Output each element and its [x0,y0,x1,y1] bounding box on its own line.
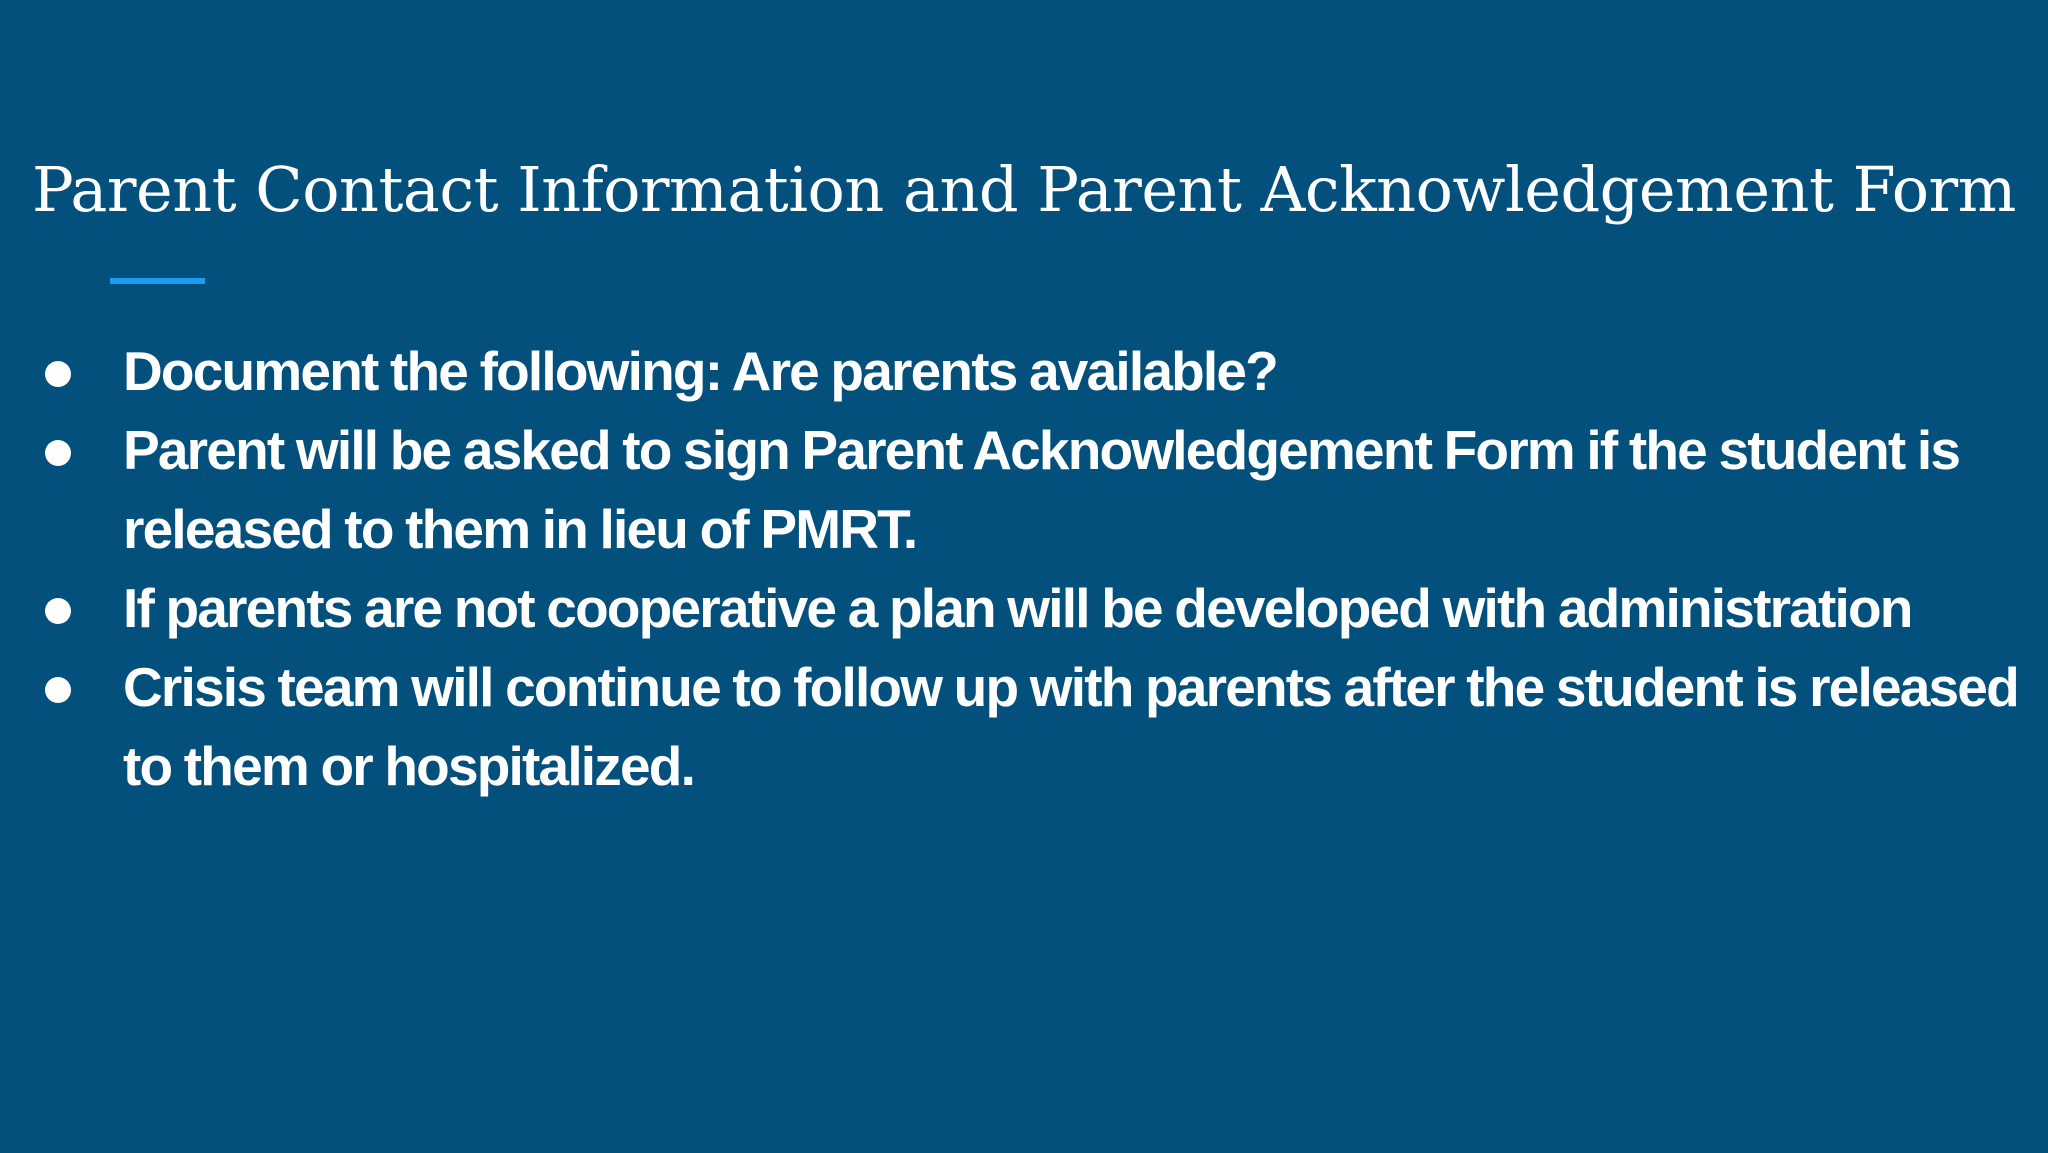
bullet-item [45,569,2025,648]
title-accent-line [110,278,205,284]
bullet-item [45,332,2025,411]
bullet-list [45,332,2025,806]
bullet-item [45,411,2025,569]
bullet-dot-icon [45,361,71,387]
slide-title: Parent Contact Information and Parent Acknowledgement Form [32,153,2016,226]
bullet-dot-icon [45,440,71,466]
bullet-text: Document the following: Are parents available? [123,340,1277,402]
bullet-dot-icon [45,598,71,624]
bullet-text: Parent will be asked to sign Parent Acknowledgement Form if the student is released to them in lieu of PMRT. [123,419,1960,560]
bullet-text: Crisis team will continue to follow up with parents after the student is released to them or hospitalized. [123,656,2018,797]
bullet-dot-icon [45,677,71,703]
bullet-text: If parents are not cooperative a plan will be developed with administration [123,577,1912,639]
bullet-item [45,648,2025,806]
